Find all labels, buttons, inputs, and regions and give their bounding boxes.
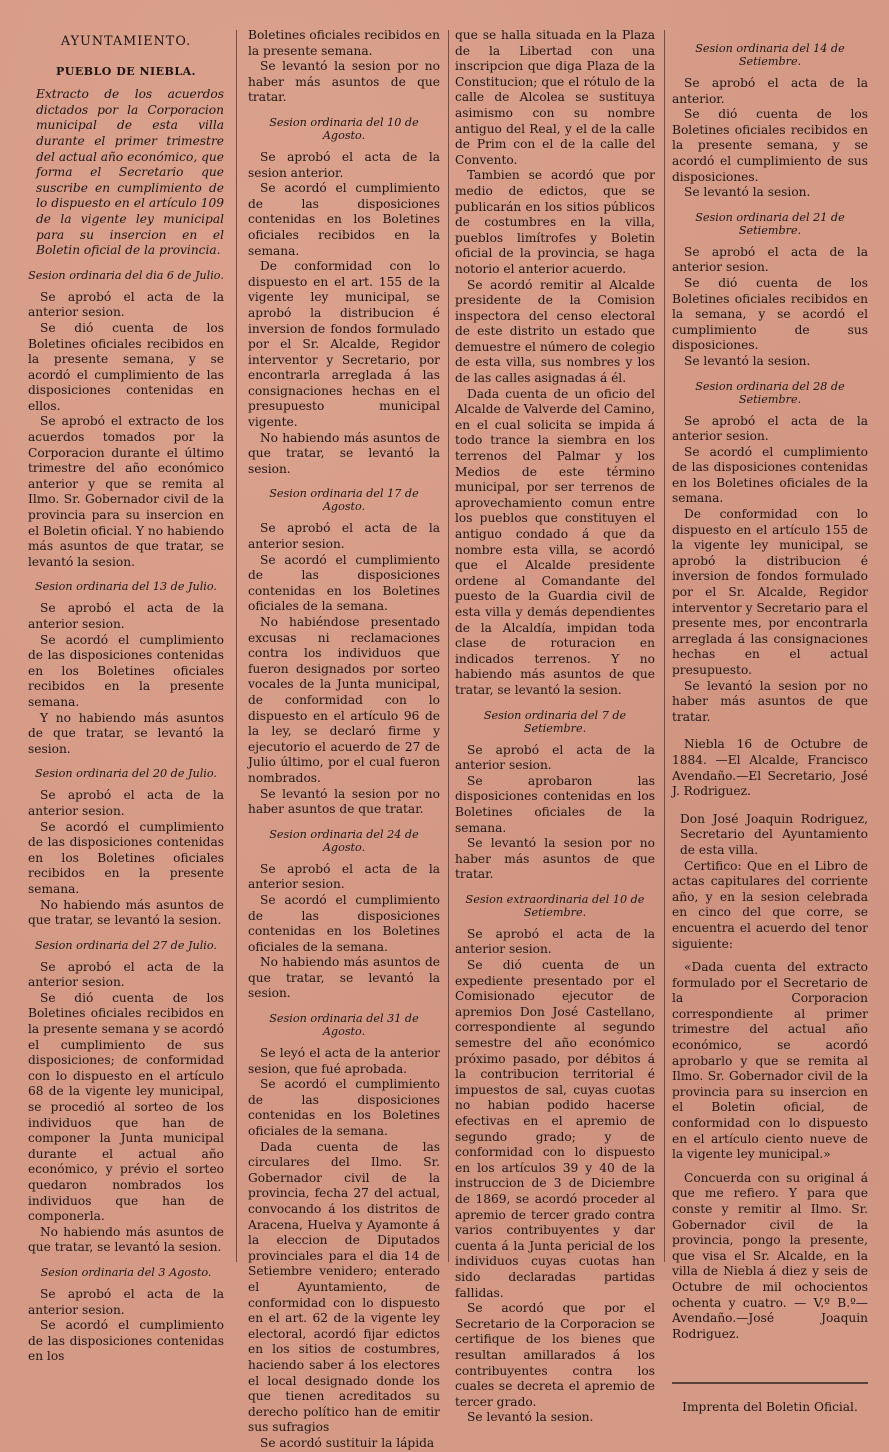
paragraph: Se levantó la sesion por no haber asuntos de que tratar. (248, 786, 440, 817)
paragraph: Se aprobó el acta de la anterior sesion. (672, 244, 868, 275)
session-heading: Sesion ordinaria del 3 Agosto. (40, 1265, 212, 1279)
session-heading: Sesion ordinaria del 13 de Julio. (35, 580, 217, 594)
paragraph: Se aprobó el acta de la anterior sesion. (672, 413, 868, 444)
paragraph: Se dió cuenta de los Boletines oficiales recibidos en la semana, y se acordó el cumplimiento de sus disposiciones. (672, 275, 868, 353)
paragraph: Se acordó el cumplimiento de las disposiciones contenidas en los Boletines oficiales de la semana. (248, 1077, 440, 1139)
paragraph: Se acordó el cumplimiento de las disposiciones contenidas en los (28, 1318, 224, 1364)
paragraph: Se dió cuenta de un expediente presentado por el Comisionado ejecutor de apremios Don José Castellano, correspondiente al segundo semestre del año económico próximo pasado, por débitos á la contribucion territorial é impuestos de sal, cuyas cuotas no habian podido hacerse efectivas en el apremio de segundo grado; y de conformidad con lo dispuesto en los artículos 39 y 40 de la instruccion de 3 de Diciembre de 1869, se acordó proceder al apremio de tercer grado contra varios contribuyentes y dar cuenta á la Junta pericial de los individuos cuyas cuotas han sido declaradas partidas fallidas. (455, 958, 655, 1300)
signature-block: Niebla 16 de Octubre de 1884. —El Alcalde, Francisco Avendaño.—El Secretario, José J. Rodriguez. (672, 737, 868, 799)
paragraph: que se halla situada en la Plaza de la Libertad con una inscripcion que diga Plaza de la Constitucion; que el rótulo de la calle de Alcolea se sustituya asimismo con su nombre antiguo del Real, y el de la calle de Prim con el de la calle del Convento. (455, 28, 655, 167)
paragraph: Y no habiendo más asuntos de que tratar, se levantó la sesion. (28, 710, 224, 756)
session-heading: Sesion ordinaria del dia 6 de Julio. (28, 268, 224, 282)
session-heading: Sesion extraordinaria del 10 de Setiembre. (465, 892, 645, 919)
session-heading: Sesion ordinaria del 20 de Julio. (35, 767, 217, 781)
paragraph: Tambien se acordó que por medio de edictos, que se publicarán en los sitios públicos de costumbres en la villa, pueblos limítrofes y Boletin oficial de la provincia, se haga notorio el anterior acuerdo. (455, 168, 655, 276)
column-rule (664, 30, 665, 1262)
paragraph: Se aprobó el acta de la anterior sesion. (455, 742, 655, 773)
paragraph: Certifico: Que en el Libro de actas capitulares del corriente año, y en la sesion celebrada en cinco del que corre, se encuentra el acuerdo del tenor siguiente: (672, 858, 868, 951)
paragraph: Se leyó el acta de la anterior sesion, que fué aprobada. (248, 1046, 440, 1076)
paragraph: Se acordó sustituir la lápida (260, 1435, 435, 1450)
paragraph: Se levantó la sesion. (684, 185, 811, 200)
session-heading: Sesion ordinaria del 24 de Agosto. (269, 827, 419, 854)
paragraph: Se aprobó el acta de la anterior sesion. (28, 601, 224, 631)
quoted-agreement: «Dada cuenta del extracto formulado por el Secretario de la Corporacion correspondiente al primer trimestre del actual año económico, se acordó aprobarlo y que se remita al Ilmo. Sr. Gobernador civil de la provincia para su insercion en el Boletin oficial, de conformidad con lo dispuesto en el artículo ciento nueve de la vigente ley municipal.» (672, 960, 868, 1162)
paragraph: Se aprobó el acta de la anterior sesion. (28, 289, 224, 320)
paragraph: Se acordó el cumplimiento de las disposiciones contenidas en los Boletines oficiales de la semana. (248, 892, 440, 954)
session-heading: Sesion ordinaria del 27 de Julio. (35, 938, 217, 952)
paragraph: Se acordó remitir al Alcalde presidente de la Comision inspectora del censo electoral de este distrito un estado que demuestre el número de colegio de esta villa, sus nombres y los de las calles asignadas á él. (455, 277, 655, 386)
section-title: AYUNTAMIENTO. (60, 34, 192, 49)
column-rule (448, 30, 449, 1262)
paragraph: Se levantó la sesion. (467, 1410, 594, 1425)
paragraph: Se aprobó el acta de la anterior sesion. (28, 788, 224, 818)
paragraph: Se aprobaron las disposiciones contenidas en los Boletines oficiales de la semana. (455, 773, 655, 835)
paragraph: Dada cuenta de un oficio del Alcalde de Valverde del Camino, en el cual solicita se impida á todo trance la siembra en los terrenos del Palmar y los Medios de este término municipal, por ser terrenos de aprovechamiento comun entre los pueblos que constituyen el antiguo condado á que da nombre esta villa, se acordó que el Alcalde presidente ordene al Comandante del puesto de la Guardia civil de esta villa y demás dependientes de la Alcaldía, impidan toda clase de roturacion en indicados terrenos. Y no habiendo más asuntos de que tratar, se levantó la sesion. (455, 386, 656, 697)
paragraph: Se aprobó el acta de la anterior sesion. (28, 1286, 224, 1317)
paragraph: No habiendo más asuntos de que tratar, se levantó la sesion. (248, 430, 440, 476)
paragraph: Se acordó el cumplimiento de las disposiciones contenidas en los Boletines oficiales de la semana. (248, 552, 440, 614)
paragraph: Se levantó la sesion. (684, 353, 811, 368)
column-1 (28, 28, 225, 1364)
column-2 (248, 28, 440, 1450)
paragraph: Se levantó la sesion por no haber más asuntos de que tratar. (455, 836, 655, 882)
paragraph: Se aprobó el acta de la anterior sesion. (248, 521, 440, 552)
paragraph: Se aprobó el acta de la anterior sesion. (455, 926, 655, 957)
paragraph: Se dió cuenta de los Boletines oficiales recibidos en la presente semana, y se acordó el cumplimiento de sus disposiciones. (672, 107, 868, 184)
paragraph: Se acordó el cumplimiento de las disposiciones contenidas en los Boletines oficiales recibidos en la presente semana. (28, 632, 224, 709)
paragraph: Se aprobó el extracto de los acuerdos tomados por la Corporacion durante el último trimestre del año económico anterior y que se remita al Ilmo. Sr. Gobernador civil de la provincia para su insercion en el Boletin oficial. Y no habiendo más asuntos de que tratar, se levantó la sesion. (28, 414, 225, 569)
session-heading: Sesion ordinaria del 31 de Agosto. (269, 1012, 419, 1039)
paragraph: Se aprobó el acta de la anterior sesion. (28, 959, 224, 990)
paragraph: Concuerda con su original á que me refiero. Y para que conste y remitir al Ilmo. Sr. Gobernador civil de la provincia, pongo la presente, que visa el Sr. Alcalde, en la villa de Niebla á diez y seis de Octubre de mil ochocientos ochenta y cuatro. — V.º B.º—Avendaño.—José Joaquin Rodriguez. (672, 1170, 868, 1341)
paragraph: No habiendo más asuntos de que tratar, se levantó la sesion. (28, 897, 224, 928)
session-heading: Sesion ordinaria del 14 de Setiembre. (695, 42, 845, 68)
paragraph: Dada cuenta de las circulares del Ilmo. Sr. Gobernador civil de la provincia, fecha 27 del actual, convocando á los distritos de Aracena, Huelva y Ayamonte á la eleccion de Diputados provinciales para el dia 14 de Setiembre venidero; enterado el Ayuntamiento, de conformidad con lo dispuesto en el art. 62 de la vigente ley electoral, acordó fijar edictos en los sitios de costumbres, haciendo saber á los electores el local designado donde los que tienen acreditados su derecho político han de emitir sus sufragios (248, 1139, 440, 1435)
paragraph: Se dió cuenta de los Boletines oficiales recibidos en la presente semana y se acordó el cumplimiento de sus disposiciones; de conformidad con lo dispuesto en el artículo 68 de la vigente ley municipal, se procedió al sorteo de los individuos que han de componer la Junta municipal durante el actual año económico, y prévio el sorteo quedaron nombrados los individuos que han de componerla. (28, 990, 224, 1224)
paragraph: Boletines oficiales recibidos en la presente semana. (248, 28, 440, 58)
footer-rule (672, 1382, 868, 1384)
paragraph: Se dió cuenta de los Boletines oficiales recibidos en la presente semana, y se acordó el cumplimiento de las disposiciones contenidas en ellos. (28, 320, 224, 413)
paragraph: Se acordó el cumplimiento de las disposiciones contenidas en los Boletines oficiales recibidos en la presente semana. (28, 819, 224, 896)
paragraph: Se aprobó el acta de la anterior. (672, 76, 868, 106)
session-heading: Sesion ordinaria del 10 de Agosto. (269, 115, 419, 142)
column-rule (236, 30, 237, 1262)
paragraph: Se acordó el cumplimiento de las disposiciones contenidas en los Boletines oficiales recibidos en la semana. (248, 181, 440, 258)
certificate-heading: Don José Joaquin Rodriguez, Secretario del Ayuntamiento de esta villa. (680, 811, 868, 857)
paragraph: Se acordó que por el Secretario de la Corporacion se certifique de los bienes que resultan amillarados á los contribuyentes contra los cuales se decreta el apremio de tercer grado. (455, 1301, 655, 1409)
paragraph: De conformidad con lo dispuesto en el artículo 155 de la vigente ley municipal, se aprobó la distribucion é inversion de fondos formulado por el Sr. Alcalde, Regidor interventor y Secretario para el presente mes, por encontrarla arreglada á las consignaciones hechas en el actual presupuesto. (672, 507, 868, 677)
intro-paragraph: Extracto de los acuerdos dictados por la Corporacion municipal de esta villa durante el primer trimestre del actual año económico, que forma el Secretario que suscribe en cumplimiento de lo dispuesto en el artículo 109 de la vigente ley municipal para su insercion en el Boletin oficial de la provincia. (36, 87, 224, 258)
paragraph: No habiendo más asuntos de que tratar, se levantó la sesion. (248, 955, 440, 1001)
paragraph: No habiendo más asuntos de que tratar, se levantó la sesion. (28, 1224, 224, 1255)
column-4 (672, 28, 868, 1415)
column-3 (455, 28, 656, 1425)
town-heading: PUEBLO DE NIEBLA. (56, 64, 196, 78)
paragraph: Se aprobó el acta de la anterior sesion. (248, 861, 440, 892)
paragraph: De conformidad con lo dispuesto en el art. 155 de la vigente ley municipal, se aprobó la distribucion é inversion de fondos formulado por el Sr. Alcalde, Regidor interventor y Secretario, por encontrarla arreglada á las consignaciones hechas en el presupuesto municipal vigente. (248, 259, 440, 430)
session-heading: Sesion ordinaria del 28 de Setiembre. (695, 379, 845, 406)
paragraph: No habiéndose presentado excusas ni reclamaciones contra los individuos que fueron designados por sorteo vocales de la Junta municipal, de conformidad con lo dispuesto en el artículo 96 de la ley, se declaró firme y ejecutorio el acuerdo de 27 de Julio último, por el cual fueron nombrados. (248, 615, 440, 785)
paragraph: Se levantó la sesion por no haber más asuntos de que tratar. (672, 678, 868, 724)
paragraph: Se levantó la sesion por no haber más asuntos de que tratar. (248, 59, 440, 105)
session-heading: Sesion ordinaria del 21 de Setiembre. (695, 210, 845, 237)
session-heading: Sesion ordinaria del 17 de Agosto. (269, 487, 419, 514)
session-heading: Sesion ordinaria del 7 de Setiembre. (483, 708, 627, 735)
paragraph: Se aprobó el acta de la sesion anterior. (248, 149, 440, 180)
paragraph: Se acordó el cumplimiento de las disposiciones contenidas en los Boletines oficiales de la semana. (672, 444, 868, 506)
printer-imprint: Imprenta del Boletin Oficial. (682, 1400, 858, 1415)
